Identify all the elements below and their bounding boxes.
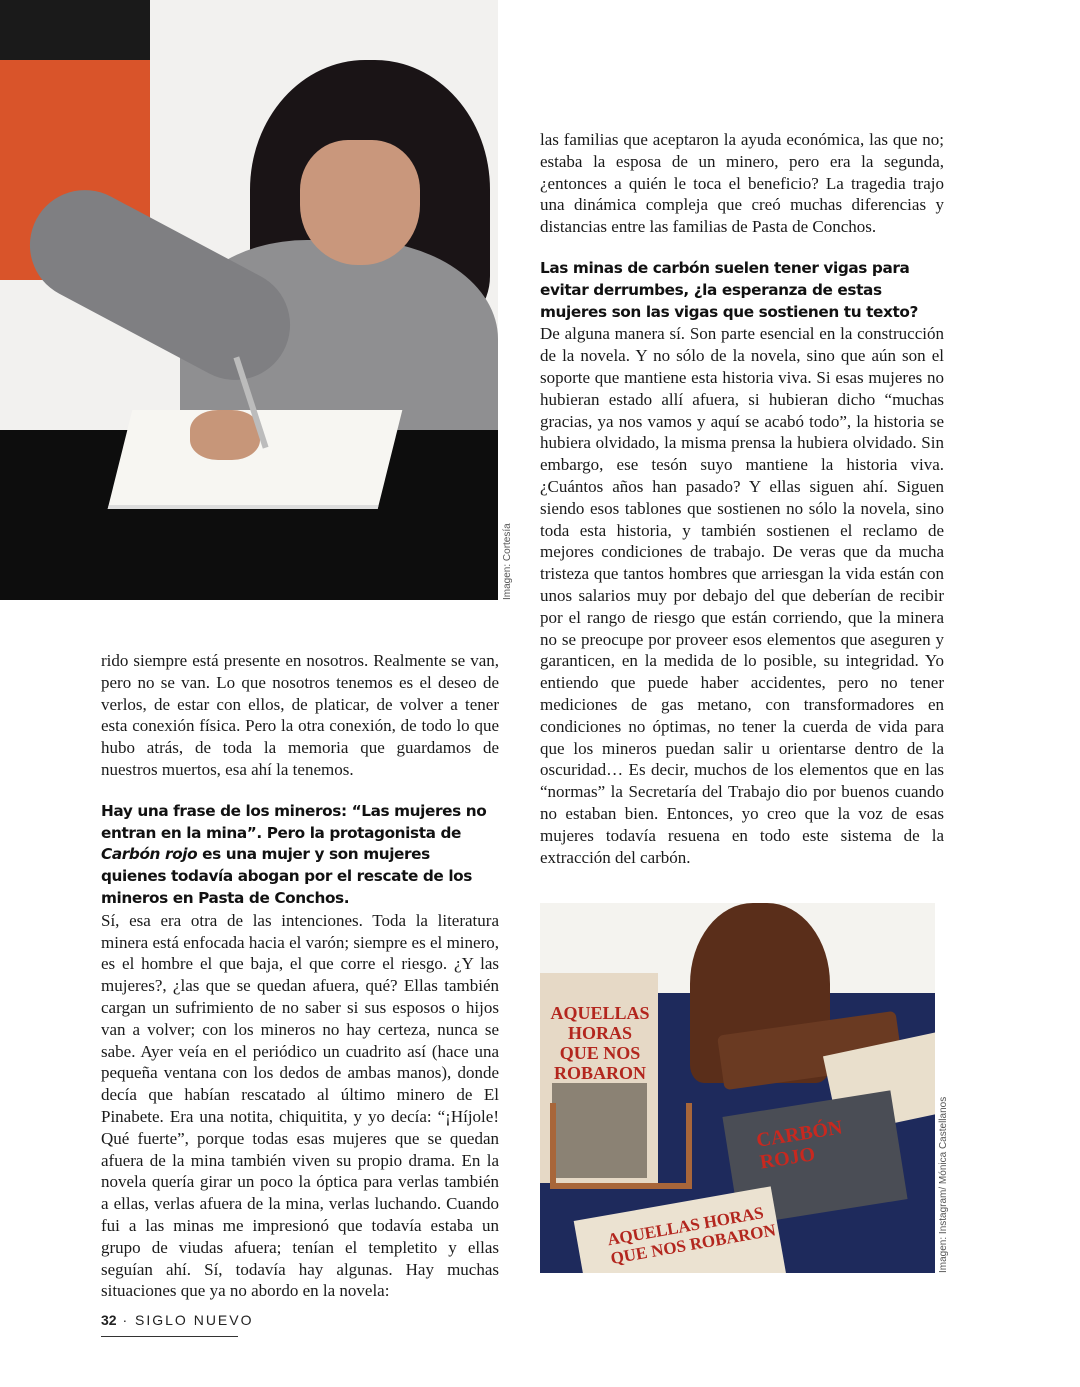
right-answer: De alguna manera sí. Son parte esencial en la construcción de la novela. Y no sólo de la novela, sino que aún son el soporte que mantiene esta historia viva. Si esas mujeres no hubieran estado allí afuera, si hubieran dicho “muchas gracias, ya nos vamos y aquí se acabó todo”, la historia se hubiera olvidado, la misma prensa la hubiera olvidado. Sin embargo, ese tesón suyo mantiene la historia viva. ¿Cuántos años han pasado? Y ellas siguen ahí. Siguen siendo esos tablones que sostienen no sólo la novela, sino toda esta historia, y también sostienen el reclamo de mejores condiciones de trabajo. De veras que da mucha tristeza que tantos hombres que arriesgan la vida están con unos salarios muy por debajo del que deberían de recibir por el rango de riesgo que están corriendo, que la minera no se preocupe por proveer esos elementos que aseguren y garanticen, en la medida de lo posible, su integridad. Yo entiendo que puede haber accidentes, pero no tener mediciones de gas metano, con transformadores en condiciones no óptimas, no tener la cuerda de vida para que los mineros puedan salir u orientarse dentro de la oscuridad… Es decir, muchos de los elementos que en las “normas” la Secretaría del Trabajo dio por buenos cuando no estaban bien. Entonces, yo creo que la voz de esas mujeres todavía resuena en todo este sistema de la extracción del carbón.	[540, 324, 944, 867]
left-paragraph-1: rido siempre está presente en nosotros. Realmente se van, pero no se van. Lo que nosotros tenemos es el deseo de verlos, de estar con ellos, de platicar, de volver a tener esta conexión física. Pero la otra conexión, de todo lo que hubo atrás, de toda la memoria que guardamos de nuestros muertos, esa ahí la tenemos.	[101, 651, 499, 779]
left-question-italic: Carbón rojo	[101, 845, 198, 864]
footer-rule	[101, 1336, 238, 1337]
left-question-text-2: es una mujer y son mujeres quienes todavía abogan por el rescate de los mineros en Pasta de Conchos.	[101, 845, 472, 907]
book-title: CARBÓN ROJO	[754, 1116, 844, 1174]
bottom-photo-credit: Imagen: Instagram/ Mónica Castellanos	[938, 1096, 949, 1273]
page-footer	[101, 1312, 254, 1328]
author-signing-photo	[0, 0, 498, 600]
right-question: Las minas de carbón suelen tener vigas para evitar derrumbes, ¿la esperanza de estas mujeres son las vigas que sostienen tu texto?	[540, 258, 918, 321]
left-question	[101, 801, 499, 910]
footer-separator: ·	[122, 1312, 130, 1328]
left-question-text-1: Hay una frase de los mineros: “Las mujeres no entran en la mina”. Pero la protagonista de	[101, 801, 487, 842]
book-title: AQUELLAS HORAS QUE NOS ROBARON	[550, 1003, 650, 1083]
book-title: AQUELLAS HORAS QUE NOS ROBARON	[605, 1203, 778, 1269]
books-display-photo	[540, 903, 935, 1273]
right-column	[540, 129, 944, 868]
right-paragraph-1: las familias que aceptaron la ayuda económica, las que no; estaba la esposa de un minero, pero era la segunda, ¿entonces a quién le toca el beneficio? La tragedia trajo una dinámica compleja que creó muchas diferencias y distancias entre las familias de Pasta de Conchos.	[540, 130, 944, 237]
left-answer: Sí, esa era otra de las intenciones. Toda la literatura minera está enfocada hacia el varón; siempre es el minero, es el hombre el que baja, el que corre el riesgo. ¿Y las mujeres?, ¿las que se quedan afuera, qué? Ellas también cargan un sufrimiento de no saber si sus esposos o hijos van a volver; con los mineros no hay certeza, nunca se sabe. Ayer veía en el periódico un cuadrito así (hace una pequeña ventana con los dedos de ambas manos), donde decía que habían rescatado al último minero de El Pinabete. Era una notita, chiquitita, y yo decía: “¡Híjole! Qué fuerte”, porque todas esas mujeres que se quedan afuera de la mina también viven su propio drama. En la novela quería girar un poco la óptica para verlas también a ellas, verlas afuera de la mina, verlas luchando. Cuando fui a las minas me impresionó que todavía estaba un grupo de viudas afuera; tenían el templetito y ellas seguían ahí. Sí, todavía hay algunas. Hay muchas situaciones que ya no abordo en la novela:	[101, 910, 499, 1301]
magazine-name: SIGLO NUEVO	[135, 1312, 254, 1328]
left-column	[101, 650, 499, 1302]
top-photo-credit: Imagen: Cortesía	[502, 523, 513, 600]
page-number: 32	[101, 1312, 117, 1328]
